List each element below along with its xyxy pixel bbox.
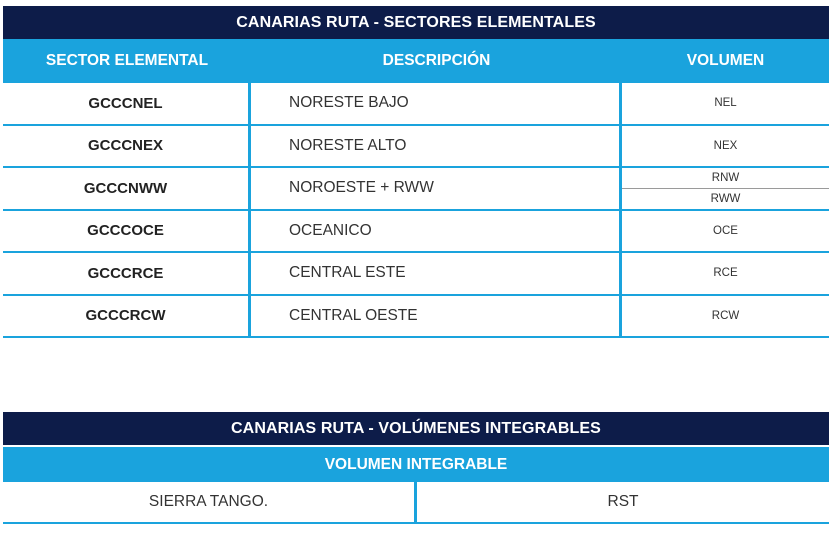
- header-descripcion: DESCRIPCIÓN: [382, 52, 491, 69]
- table-body: [3, 482, 829, 524]
- volumen-code: RNW: [622, 168, 829, 189]
- table-title: CANARIAS RUTA - SECTORES ELEMENTALES: [3, 6, 829, 39]
- table-row: [3, 211, 829, 254]
- volumen-code: RWW: [710, 192, 741, 205]
- cell-sector: GCCCRCW: [3, 296, 251, 337]
- table-row: [3, 482, 829, 524]
- volumenes-integrables-table: [3, 412, 829, 524]
- cell-volumen: [622, 83, 829, 124]
- volumen-code: RCE: [713, 267, 738, 280]
- header-sector-elemental: SECTOR ELEMENTAL: [45, 52, 209, 69]
- table-row: [3, 83, 829, 126]
- sectores-elementales-table: [3, 6, 829, 338]
- header-volumen-integrable: VOLUMEN INTEGRABLE: [3, 445, 829, 482]
- cell-descripcion: NORESTE ALTO: [251, 126, 622, 167]
- cell-volumen: [622, 253, 829, 294]
- table-row: [3, 168, 829, 211]
- cell-volumen: [622, 168, 829, 209]
- header-volumen: VOLUMEN: [686, 52, 765, 69]
- cell-volumen: [622, 211, 829, 252]
- cell-sector: GCCCRCE: [3, 253, 251, 294]
- cell-descripcion: OCEANICO: [251, 211, 622, 252]
- volumen-code: NEL: [714, 97, 737, 110]
- cell-volumen: RST: [607, 493, 639, 510]
- cell-descripcion: CENTRAL ESTE: [251, 253, 622, 294]
- volumen-code: RCW: [711, 309, 740, 322]
- cell-sector: GCCCNWW: [3, 168, 251, 209]
- table-row: [3, 296, 829, 339]
- table-row: [3, 126, 829, 169]
- table-title: CANARIAS RUTA - VOLÚMENES INTEGRABLES: [3, 412, 829, 445]
- table-body: [3, 83, 829, 338]
- cell-nombre: SIERRA TANGO.: [3, 482, 417, 522]
- cell-sector: GCCCNEX: [3, 126, 251, 167]
- volumen-code: NEX: [713, 139, 738, 152]
- cell-descripcion: CENTRAL OESTE: [251, 296, 622, 337]
- cell-volumen: [622, 126, 829, 167]
- cell-descripcion: NOROESTE + RWW: [251, 168, 622, 209]
- cell-sector: GCCCOCE: [3, 211, 251, 252]
- table-header-row: [3, 39, 829, 83]
- cell-sector: GCCCNEL: [3, 83, 251, 124]
- volumen-code: OCE: [713, 224, 738, 237]
- table-row: [3, 253, 829, 296]
- cell-volumen: [622, 296, 829, 337]
- cell-descripcion: NORESTE BAJO: [251, 83, 622, 124]
